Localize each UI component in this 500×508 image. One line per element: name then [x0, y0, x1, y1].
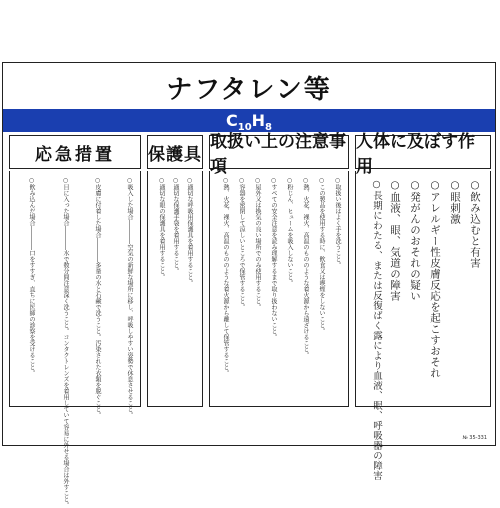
effects-line: ○発がんのおそれの疑い	[409, 179, 421, 302]
protective-line: ○適切な保護手袋を着用すること。	[172, 177, 179, 274]
protective-line: ○適切な呼吸用保護具を着用すること。	[186, 177, 193, 286]
formula-hydrogen-count: 8	[265, 122, 273, 134]
effects-line: ○飲み込むと有害	[469, 179, 481, 269]
effects-line: ○眼刺激	[449, 179, 461, 225]
handling-line: ○熱、火花、裸火、高温のもののような着火源から離して保管すること。	[222, 177, 229, 376]
product-code: № 35-331	[462, 435, 487, 441]
header-first-aid: 応急措置	[9, 135, 141, 169]
first-aid-line: ○飲み込んだ場合――――口をすすぎ、直ちに医師の診察を受けること。	[28, 177, 35, 376]
formula-carbon-count: 10	[237, 122, 252, 134]
handling-line: ○すべての安全注意を読み理解するまで取り扱わないこと。	[270, 177, 277, 340]
effects-line: ○血液、眼、気道の障害	[389, 179, 401, 302]
header-effects: 人体に及ぼす作用	[355, 135, 491, 169]
effects-line: ○アレルギー性皮膚反応を起こすおそれ	[429, 179, 441, 379]
sign-title: ナフタレン等	[166, 75, 332, 105]
handling-line: ○この製品を使用する時に、飲食又は喫煙をしないこと。	[318, 177, 325, 334]
formula-hydrogen: H	[251, 111, 266, 130]
handling-line: ○粉じん、ヒュームを吸入しないこと。	[286, 177, 293, 286]
header-handling: 取扱い上の注意事項	[209, 135, 349, 169]
handling-line: ○容器を密閉して涼しいところで保管すること。	[238, 177, 245, 310]
header-protective: 保護具	[147, 135, 203, 169]
handling-line: ○屋外又は換気の良い場所でのみ使用すること。	[254, 177, 261, 310]
first-aid-line: ○吸入した場合――――空気の新鮮な場所に移し、呼吸しやすい姿勢で休息させること。	[126, 177, 133, 418]
first-aid-line: ○皮膚に付着した場合――――多量の水と石鹸で洗うこと。汚染された衣類を脱ぐこと。	[94, 177, 101, 418]
handling-column	[209, 171, 349, 407]
first-aid-line: ○目に入った場合――――水で数分間注意深く洗うこと。コンタクトレンズを着用していて容易に外せる場合は外すこと。	[62, 177, 69, 508]
first-aid-column	[9, 171, 141, 508]
protective-column	[147, 171, 203, 407]
header-row	[9, 132, 489, 177]
protective-line: ○適切な眼の保護具を着用すること。	[158, 177, 165, 280]
handling-line: ○熱、火花、裸火、高温のもののような着火源から遠ざけること。	[302, 177, 309, 358]
formula-carbon: C	[225, 111, 238, 130]
handling-line: ○取扱い後はよく手を洗うこと。	[334, 177, 341, 268]
effects-line: ○長期にわたる、または反復ばく露により血液、眼、呼吸器の障害	[371, 179, 382, 481]
sign-board	[2, 62, 496, 508]
